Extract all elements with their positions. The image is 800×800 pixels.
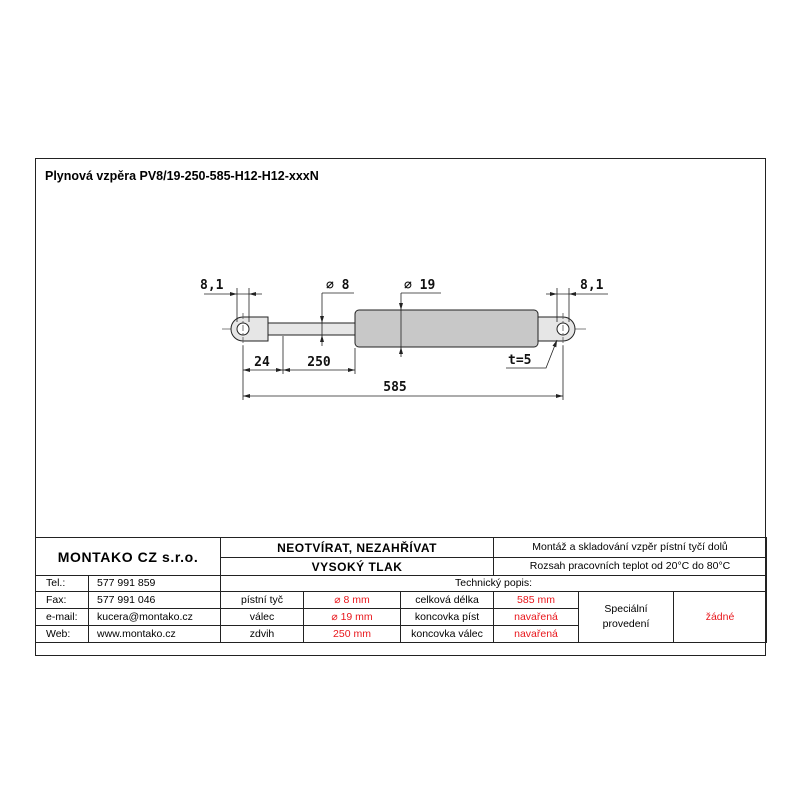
title-block [35,537,767,643]
piston-rod [268,323,355,335]
total-length-arrow-right [556,394,563,398]
offset-arrow-left [243,368,250,372]
contact-label: e-mail: [36,609,89,626]
spec-value: navařená [494,609,579,626]
eye-right-dim-label: 8,1 [580,278,604,293]
note-mounting: Montáž a skladování vzpěr pístní tyčí dolů [494,538,767,558]
spec-value: ⌀ 8 mm [304,592,401,609]
stroke-arrow-right [348,368,355,372]
eye-left-arrow-b [249,292,256,296]
rod-diameter-arrow-bottom [320,335,324,342]
spec-label: zdvih [221,626,304,643]
cylinder-diameter-arrow-top [399,303,403,310]
spec-value: 250 mm [304,626,401,643]
spec-label: pístní tyč [221,592,304,609]
thickness-label: t=5 [508,353,532,368]
contact-label: Tel.: [36,576,89,592]
special-version-label: Speciální provedení [579,592,674,643]
warning-no-open: NEOTVÍRAT, NEZAHŘÍVAT [221,538,494,558]
contact-value: kucera@montako.cz [89,609,221,626]
offset-arrow-right [276,368,283,372]
spec-label: koncovka válec [401,626,494,643]
eye-right-arrow-b [569,292,576,296]
warning-high-pressure: VYSOKÝ TLAK [221,558,494,576]
cylinder-diameter-arrow-bottom [399,347,403,354]
contact-value: www.montako.cz [89,626,221,643]
stroke-dim-label: 250 [307,355,331,370]
special-version-value: žádné [674,592,767,643]
page-title: Plynová vzpěra PV8/19-250-585-H12-H12-xxxN [45,169,319,183]
rod-diameter-arrow-top [320,316,324,323]
technical-heading: Technický popis: [221,576,767,592]
spec-value: ⌀ 19 mm [304,609,401,626]
eye-right-arrow-a [550,292,557,296]
spec-value: navařená [494,626,579,643]
contact-value: 577 991 859 [89,576,221,592]
eye-left-arrow-a [230,292,237,296]
contact-label: Fax: [36,592,89,609]
total-length-arrow-left [243,394,250,398]
contact-label: Web: [36,626,89,643]
cylinder-diameter-label: ⌀ 19 [404,278,436,293]
company-name: MONTAKO CZ s.r.o. [36,538,221,576]
spec-value: 585 mm [494,592,579,609]
contact-value: 577 991 046 [89,592,221,609]
eye-left-dim-label: 8,1 [200,278,224,293]
offset-dim-label: 24 [254,355,270,370]
total-length-label: 585 [383,380,407,395]
cylinder-body [355,310,538,347]
note-temperature: Rozsah pracovních teplot od 20°C do 80°C [494,558,767,576]
spec-label: válec [221,609,304,626]
spec-label: celková délka [401,592,494,609]
stroke-arrow-left [283,368,290,372]
rod-diameter-label: ⌀ 8 [326,278,350,293]
spec-label: koncovka píst [401,609,494,626]
